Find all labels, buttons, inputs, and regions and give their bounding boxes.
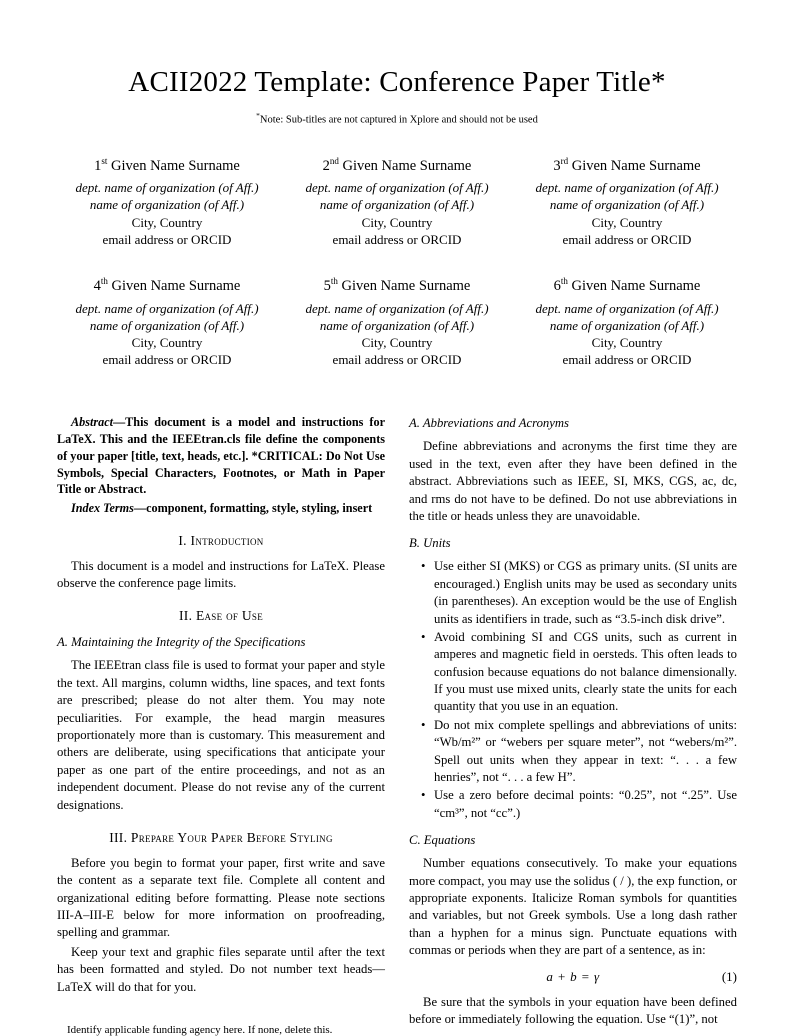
author-block-5 [287, 276, 507, 368]
author-block-1 [57, 156, 277, 248]
author-name [517, 156, 737, 175]
author-ordinal: 5 [323, 277, 331, 294]
equations-paragraph-2: Be sure that the symbols in your equation have been defined before or immediately following the equation. Use “(1)”, not [409, 994, 737, 1026]
author-city: City, Country [131, 335, 203, 351]
section-heading-prepare-paper: III. Prepare Your Paper Before Styling [109, 829, 333, 845]
author-dept: dept. name of organization (of Aff.) [535, 300, 719, 316]
author-city: City, Country [131, 214, 203, 230]
equations-paragraph-1: Number equations consecutively. To make your equations more compact, you may use the solidus ( / ), the exp function, or appropriate exponents. Italicize Roman symbols for quantities and variables, but not Greek symbols. Use a long dash rather than a hyphen for a minus sign. Punctuate equations with commas or periods when they are part of a sentence, as in: [409, 856, 737, 958]
author-name-text: Given Name Surname [111, 277, 241, 294]
index-terms-text: —component, formatting, style, styling, insert [133, 500, 373, 515]
footnote-marker: * [256, 111, 260, 120]
author-name [287, 156, 507, 175]
author-org: name of organization (of Aff.) [89, 317, 245, 333]
author-ordinal-suffix: th [330, 275, 338, 286]
author-name [287, 276, 507, 295]
unit-bullet-1: • Use either SI (MKS) or CGS as primary units. (SI units are encouraged.) English units may be used as secondary units (in parentheses). An exception would be the use of English units as identifiers in trade, such as “3.5-inch disk drive”. [421, 558, 737, 628]
subsection-heading-maintaining-integrity: A. Maintaining the Integrity of the Specifications [57, 635, 306, 650]
author-name [57, 156, 277, 175]
author-org: name of organization (of Aff.) [89, 197, 245, 213]
maintaining-integrity-paragraph: The IEEEtran class file is used to format your paper and style the text. All margins, column widths, line spaces, and text fonts are prescribed; please do not alter them. You may note peculiarities. For example, the head margin measures proportionately more than is customary. This measurement and others are deliberate, using specifications that anticipate your paper as one part of the entire proceedings, and not as an independent document. Please do not revise any of the current designations. [57, 658, 385, 812]
author-name-text: Given Name Surname [571, 157, 701, 174]
author-dept: dept. name of organization (of Aff.) [305, 180, 489, 196]
author-ordinal-suffix: nd [329, 155, 339, 166]
index-terms [57, 500, 385, 517]
author-ordinal-suffix: th [100, 275, 108, 286]
author-name [517, 276, 737, 295]
author-email: email address or ORCID [562, 352, 692, 368]
introduction-paragraph: This document is a model and instructions for LaTeX. Please observe the conference page limits. [57, 558, 385, 591]
subsection-heading-abbreviations: A. Abbreviations and Acronyms [409, 416, 569, 431]
units-list [409, 558, 737, 822]
author-ordinal-suffix: rd [560, 155, 569, 166]
author-dept: dept. name of organization (of Aff.) [75, 300, 259, 316]
author-dept: dept. name of organization (of Aff.) [535, 180, 719, 196]
section-heading-introduction: I. Introduction [178, 532, 264, 548]
abbreviations-paragraph: Define abbreviations and acronyms the first time they are used in the text, even after they have been defined in the abstract. Abbreviations such as IEEE, SI, MKS, CGS, ac, dc, and rms do not have to be defined. Do not use abbreviations in the title or heads unless they are unavoidable. [409, 439, 737, 523]
author-block-4 [57, 276, 277, 368]
author-ordinal: 2 [322, 157, 330, 174]
author-org: name of organization (of Aff.) [549, 317, 705, 333]
author-email: email address or ORCID [562, 231, 692, 247]
equation-number: (1) [721, 968, 737, 984]
title-footnote [57, 111, 737, 126]
author-city: City, Country [591, 214, 663, 230]
authors-grid [57, 156, 737, 369]
author-name-text: Given Name Surname [571, 277, 701, 294]
author-org: name of organization (of Aff.) [319, 317, 475, 333]
author-dept: dept. name of organization (of Aff.) [75, 180, 259, 196]
author-block-6 [517, 276, 737, 368]
abstract [57, 414, 385, 498]
unit-bullet-2: • Avoid combining SI and CGS units, such as current in amperes and magnetic field in oersteds. This often leads to confusion because equations do not balance dimensionally. If you must use mixed units, clearly state the units for each quantity that you use in an equation. [421, 629, 737, 716]
author-email: email address or ORCID [102, 231, 232, 247]
left-column [57, 414, 385, 1036]
author-name-text: Given Name Surname [342, 157, 472, 174]
author-email: email address or ORCID [102, 352, 232, 368]
abstract-text: —This document is a model and instructions for LaTeX. This and the IEEEtran.cls file define the components of your paper [title, text, heads, etc.]. *CRITICAL: Do Not Use Symbols, Special Characters, Footnotes, or Math in Paper Title or Abstract. [57, 415, 385, 497]
prepare-paragraph-2: Keep your text and graphic files separate until after the text has been formatted and styled. Do not number text heads—LaTeX will do that for you. [57, 944, 385, 994]
equation [409, 969, 737, 987]
footnote-text: Note: Sub-titles are not captured in Xplore and should not be used [259, 114, 538, 126]
author-org: name of organization (of Aff.) [319, 197, 475, 213]
author-name [57, 276, 277, 295]
index-terms-label: Index Terms [71, 500, 134, 515]
author-ordinal: 1 [94, 157, 102, 174]
subsection-heading-units: B. Units [409, 536, 451, 551]
author-name-text: Given Name Surname [111, 157, 240, 174]
paper-title: ACII2022 Template: Conference Paper Title* [128, 66, 666, 98]
author-email: email address or ORCID [332, 352, 462, 368]
author-block-3 [517, 156, 737, 248]
unit-bullet-4: • Use a zero before decimal points: “0.25”, not “.25”. Use “cm³”, not “cc”.) [421, 787, 737, 822]
equation-expression: a + b = γ [546, 968, 600, 984]
author-name-text: Given Name Surname [341, 277, 471, 294]
author-ordinal: 6 [553, 277, 561, 294]
right-column [409, 414, 737, 1036]
author-dept: dept. name of organization (of Aff.) [305, 300, 489, 316]
author-ordinal: 3 [553, 157, 561, 174]
subsection-heading-equations: C. Equations [409, 833, 476, 848]
unit-bullet-3: • Do not mix complete spellings and abbreviations of units: “Wb/m²” or “webers per square meter”, not “webers/m²”. Spell out units when they appear in text: “. . . a few henries”, not “. . . a few H”. [421, 717, 737, 787]
author-ordinal-suffix: th [560, 275, 568, 286]
author-ordinal-suffix: st [101, 155, 108, 166]
author-city: City, Country [361, 335, 433, 351]
author-email: email address or ORCID [332, 231, 462, 247]
author-org: name of organization (of Aff.) [549, 197, 705, 213]
abstract-label: Abstract [71, 415, 113, 430]
author-ordinal: 4 [93, 277, 101, 294]
section-heading-ease-of-use: II. Ease of Use [179, 608, 263, 624]
two-column-body [57, 414, 737, 1036]
prepare-paragraph-1: Before you begin to format your paper, first write and save the content as a separate text file. Complete all content and organizational editing before formatting. Please note sections III-A–III-E below for more information on proofreading, spelling and grammar. [57, 855, 385, 940]
author-block-2 [287, 156, 507, 248]
author-city: City, Country [361, 214, 433, 230]
author-city: City, Country [591, 335, 663, 351]
funding-note: Identify applicable funding agency here. If none, delete this. [67, 1024, 333, 1036]
